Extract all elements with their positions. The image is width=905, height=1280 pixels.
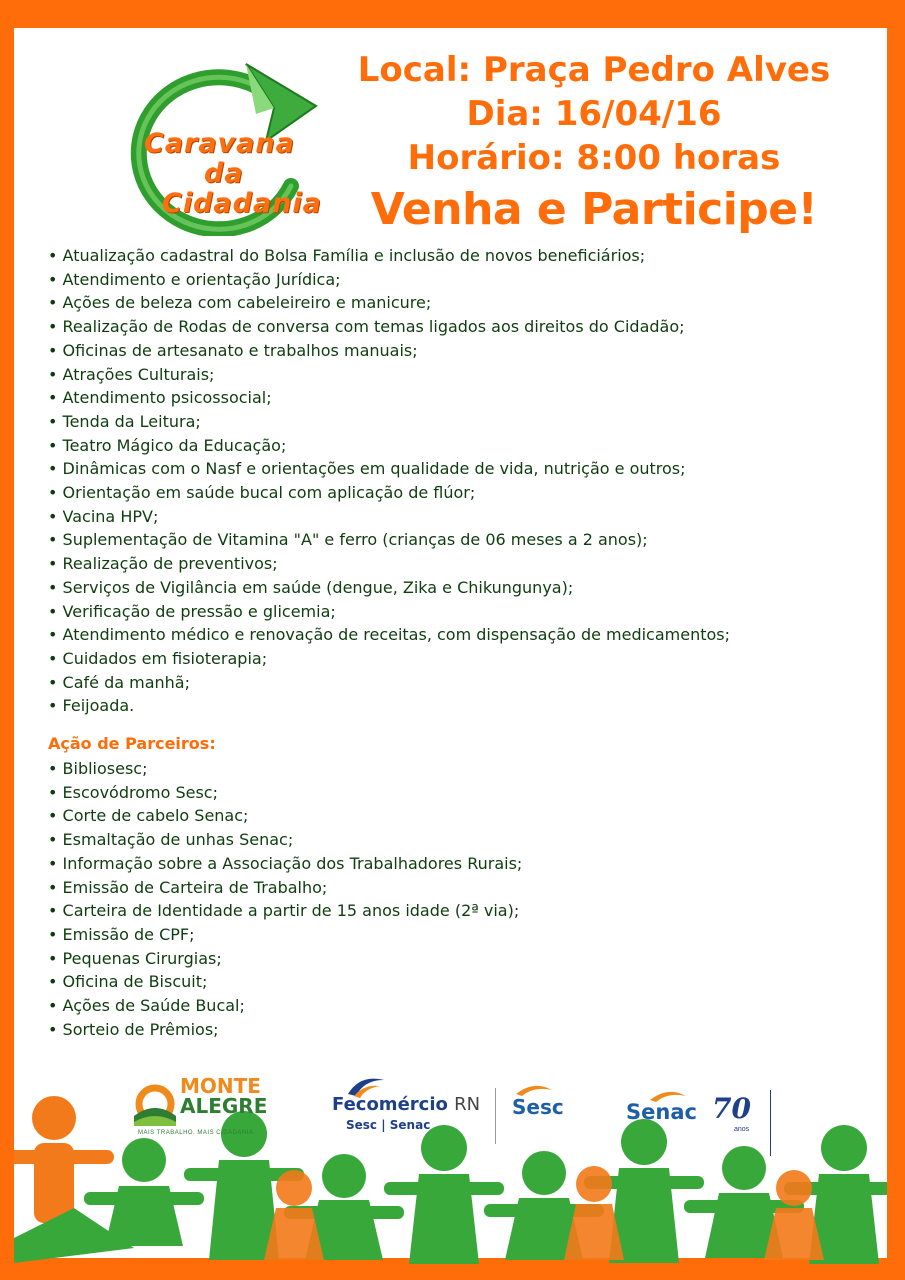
list-item: • Atendimento psicossocial; <box>48 386 730 410</box>
list-item: • Café da manhã; <box>48 671 730 695</box>
list-item: • Dinâmicas com o Nasf e orientações em qualidade de vida, nutrição e outros; <box>48 457 730 481</box>
list-item: • Emissão de CPF; <box>48 923 522 947</box>
list-item: • Realização de preventivos; <box>48 552 730 576</box>
senac-anos-label: anos <box>734 1126 750 1133</box>
sun-hills-icon <box>132 1082 178 1128</box>
list-item: • Suplementação de Vitamina "A" e ferro (crianças de 06 meses a 2 anos); <box>48 528 730 552</box>
list-item: • Atualização cadastral do Bolsa Família e inclusão de novos beneficiários; <box>48 244 730 268</box>
list-item: • Bibliosesc; <box>48 757 522 781</box>
divider <box>495 1088 496 1144</box>
list-item: • Serviços de Vigilância em saúde (dengue, Zika e Chikungunya); <box>48 576 730 600</box>
monte-alegre-line1: MONTE <box>180 1074 261 1098</box>
services-list <box>48 244 730 718</box>
list-item: • Orientação em saúde bucal com aplicação de flúor; <box>48 481 730 505</box>
list-item: • Teatro Mágico da Educação; <box>48 434 730 458</box>
monte-alegre-line2: ALEGRE <box>180 1094 268 1118</box>
list-item: • Carteira de Identidade a partir de 15 anos idade (2ª via); <box>48 899 522 923</box>
senac-logo <box>626 1086 786 1146</box>
logo-line-caravana: Caravana <box>144 128 295 159</box>
list-item: • Sorteio de Prêmios; <box>48 1018 522 1042</box>
fecomercio-word: Fecomércio <box>332 1094 448 1115</box>
divider <box>770 1090 771 1156</box>
list-item: • Emissão de Carteira de Trabalho; <box>48 876 522 900</box>
list-item: • Atendimento médico e renovação de receitas, com dispensação de medicamentos; <box>48 623 730 647</box>
logo-line-da: da <box>204 158 244 189</box>
sesc-swoosh-icon <box>514 1082 554 1096</box>
event-time: Horário: 8:00 horas <box>407 138 781 178</box>
fecomercio-rn: RN <box>454 1094 481 1115</box>
list-item: • Verificação de pressão e glicemia; <box>48 600 730 624</box>
list-item: • Tenda da Leitura; <box>48 410 730 434</box>
list-item: • Esmaltação de unhas Senac; <box>48 828 522 852</box>
list-item: • Atendimento e orientação Jurídica; <box>48 268 730 292</box>
sponsors-bar <box>14 1068 887 1148</box>
logo-line-cidadania: Cidadania <box>162 188 322 219</box>
senac-70-anos: 70 <box>712 1092 751 1125</box>
poster <box>14 28 887 1280</box>
caravana-logo <box>106 46 336 236</box>
list-item: • Ações de beleza com cabeleireiro e manicure; <box>48 291 730 315</box>
sesc-logo: Sesc <box>512 1095 564 1119</box>
list-item: • Oficinas de artesanato e trabalhos manuais; <box>48 339 730 363</box>
partners-list <box>48 757 522 1041</box>
monte-alegre-name <box>180 1076 267 1116</box>
list-item: • Vacina HPV; <box>48 505 730 529</box>
list-item: • Realização de Rodas de conversa com temas ligados aos direitos do Cidadão; <box>48 315 730 339</box>
list-item: • Pequenas Cirurgias; <box>48 947 522 971</box>
fecomercio-name <box>332 1094 480 1115</box>
list-item: • Ações de Saúde Bucal; <box>48 994 522 1018</box>
call-to-action: Venha e Participe! <box>370 184 818 235</box>
senac-name: Senac <box>626 1100 697 1124</box>
list-item: • Corte de cabelo Senac; <box>48 804 522 828</box>
list-item: • Escovódromo Sesc; <box>48 781 522 805</box>
monte-alegre-tagline: MAIS TRABALHO. MAIS CIDADANIA. <box>138 1130 256 1136</box>
list-item: • Cuidados em fisioterapia; <box>48 647 730 671</box>
event-header <box>334 48 854 240</box>
list-item: • Atrações Culturais; <box>48 363 730 387</box>
list-item: • Feijoada. <box>48 694 730 718</box>
monte-alegre-logo <box>132 1076 272 1146</box>
partners-heading: Ação de Parceiros: <box>48 734 216 753</box>
fecomercio-sub: Sesc | Senac <box>346 1118 431 1132</box>
event-location: Local: Praça Pedro Alves <box>357 50 831 90</box>
list-item: • Oficina de Biscuit; <box>48 970 522 994</box>
event-date: Dia: 16/04/16 <box>466 94 722 134</box>
list-item: • Informação sobre a Associação dos Trabalhadores Rurais; <box>48 852 522 876</box>
